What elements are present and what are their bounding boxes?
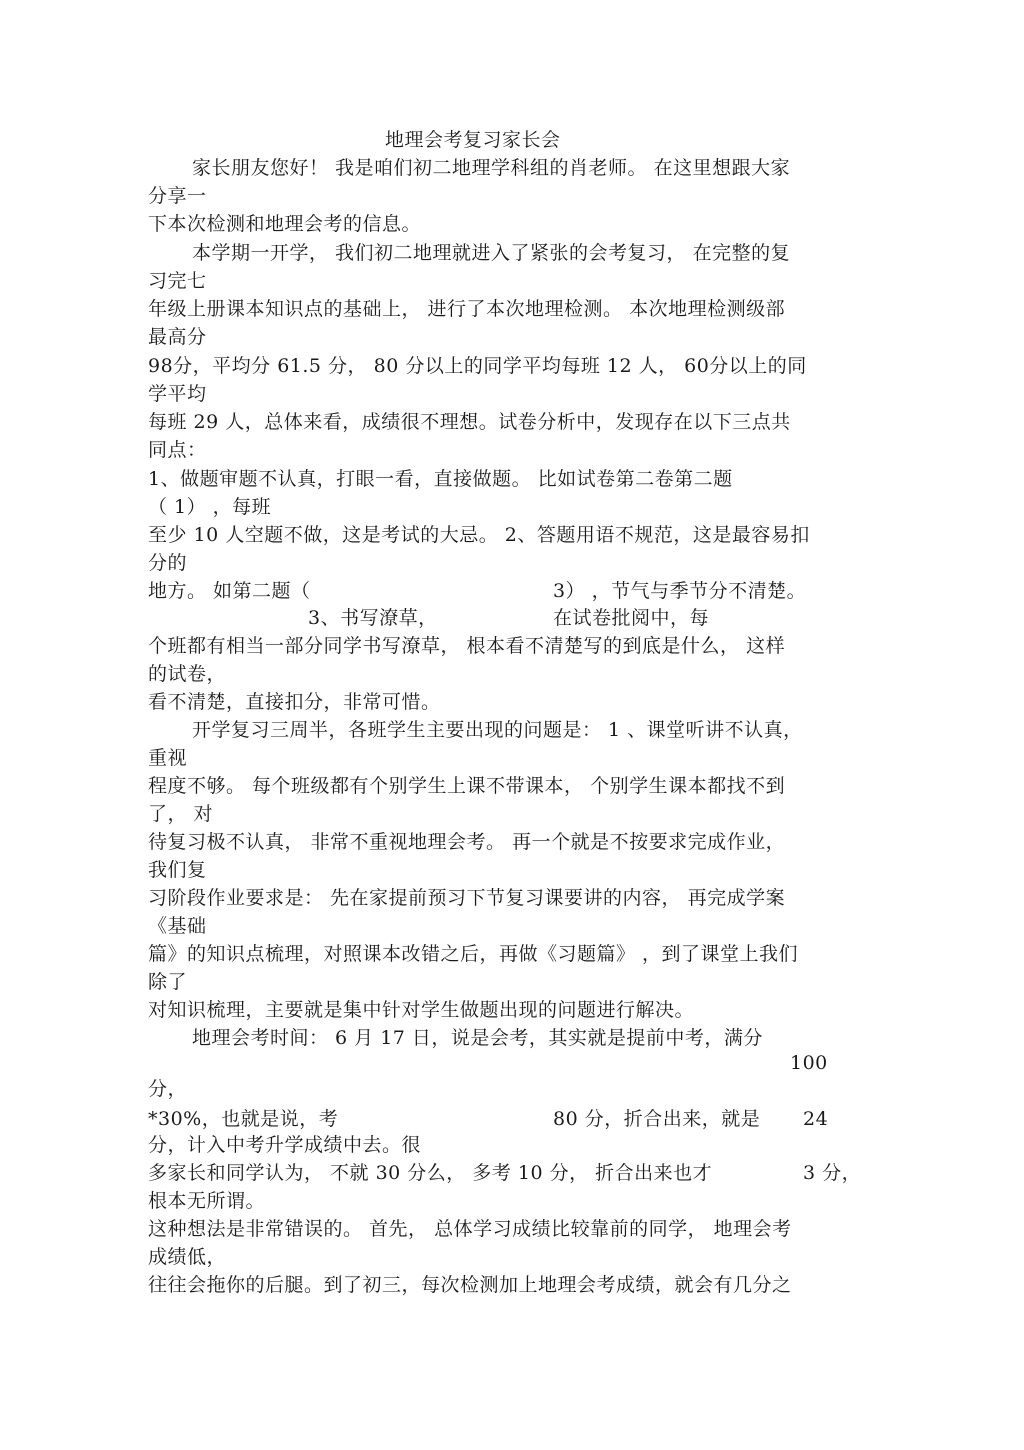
- text-line: 开学复习三周半，各班学生主要出现的问题是： 1 、课堂听讲不认真，: [192, 719, 803, 741]
- text-line: 年级上册课本知识点的基础上， 进行了本次地理检测。 本次地理检测级部: [148, 298, 786, 320]
- text-line: 除了: [148, 971, 188, 993]
- text-line: 成绩低，: [148, 1246, 227, 1268]
- text-line: 100: [790, 1052, 828, 1074]
- text-line: 3） ，节气与季节分不清楚。: [553, 580, 807, 602]
- text-line: 习阶段作业要求是： 先在家提前预习下节复习课要讲的内容， 再完成学案: [148, 887, 786, 909]
- document-title: 地理会考复习家长会: [385, 129, 561, 151]
- text-line: 篇》的知识点梳理，对照课本改错之后，再做《习题篇》 ，到了课堂上我们: [148, 943, 799, 965]
- text-line: 学平均: [148, 383, 207, 405]
- text-line: 同点：: [148, 439, 207, 461]
- text-line: 本学期一开学， 我们初二地理就进入了紧张的会考复习， 在完整的复: [192, 242, 791, 264]
- text-line: 24: [803, 1108, 829, 1130]
- text-line: 3、书写潦草，: [308, 607, 438, 629]
- text-line: 对知识梳理，主要就是集中针对学生做题出现的问题进行解决。: [148, 999, 695, 1021]
- text-line: 在试卷批阅中，每: [553, 607, 710, 629]
- text-line: 看不清楚，直接扣分，非常可惜。: [148, 691, 441, 713]
- text-line: 80 分，折合出来，就是: [553, 1108, 761, 1130]
- text-line: 重视: [148, 747, 188, 769]
- text-line: 分享一: [148, 185, 207, 207]
- text-line: 家长朋友您好！ 我是咱们初二地理学科组的肖老师。 在这里想跟大家: [192, 157, 791, 179]
- text-line: 多家长和同学认为， 不就 30 分么， 多考 10 分， 折合出来也才: [148, 1162, 713, 1184]
- text-line: 3 分，: [803, 1162, 862, 1184]
- text-line: 1、做题审题不认真，打眼一看，直接做题。 比如试卷第二卷第二题: [148, 468, 733, 490]
- text-line: 地方。 如第二题（: [148, 580, 311, 602]
- text-line: 的试卷，: [148, 663, 227, 685]
- text-line: 习完七: [148, 270, 207, 292]
- text-line: 《基础: [148, 915, 207, 937]
- text-line: 下本次检测和地理会考的信息。: [148, 213, 422, 235]
- text-line: 往往会拖你的后腿。到了初三，每次检测加上地理会考成绩，就会有几分之: [148, 1274, 792, 1296]
- text-line: 程度不够。 每个班级都有个别学生上课不带课本， 个别学生课本都找不到: [148, 775, 786, 797]
- text-line: 我们复: [148, 859, 207, 881]
- text-line: 分，计入中考升学成绩中去。很: [148, 1134, 422, 1156]
- text-line: 待复习极不认真， 非常不重视地理会考。 再一个就是不按要求完成作业，: [148, 831, 786, 853]
- text-line: 这种想法是非常错误的。 首先， 总体学习成绩比较靠前的同学， 地理会考: [148, 1218, 792, 1240]
- text-line: 了， 对: [148, 803, 214, 825]
- text-line: 分，: [148, 1078, 188, 1100]
- text-line: 地理会考时间： 6 月 17 日，说是会考，其实就是提前中考，满分: [192, 1027, 763, 1049]
- text-line: 个班都有相当一部分同学书写潦草， 根本看不清楚写的到底是什么， 这样: [148, 635, 786, 657]
- text-line: 根本无所谓。: [148, 1190, 266, 1212]
- text-line: 至少 10 人空题不做，这是考试的大忌。 2、答题用语不规范，这是最容易扣: [148, 524, 810, 546]
- text-line: *30%，也就是说，考: [148, 1108, 339, 1130]
- text-line: 分的: [148, 552, 188, 574]
- text-line: 最高分: [148, 326, 207, 348]
- text-line: （ 1） ，每班: [148, 496, 272, 518]
- text-line: 98分，平均分 61.5 分， 80 分以上的同学平均每班 12 人， 60分以上的同: [148, 355, 807, 377]
- text-line: 每班 29 人，总体来看，成绩很不理想。试卷分析中，发现存在以下三点共: [148, 411, 791, 433]
